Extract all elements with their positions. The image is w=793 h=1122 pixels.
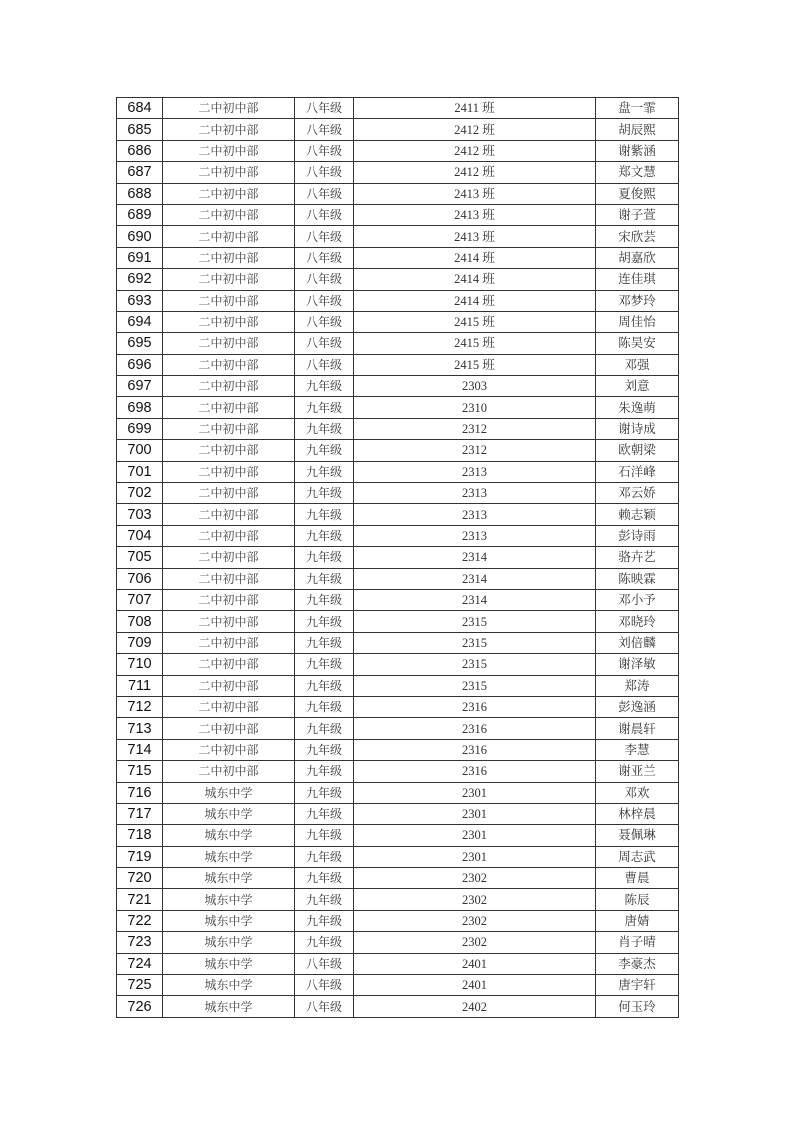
class-cell: 2402 [354,996,596,1017]
school-cell: 二中初中部 [163,183,295,204]
grade-cell: 九年级 [295,889,354,910]
student-name-cell: 连佳琪 [596,269,679,290]
grade-cell: 九年级 [295,868,354,889]
student-name-cell: 陈映霖 [596,568,679,589]
school-cell: 二中初中部 [163,247,295,268]
school-cell: 二中初中部 [163,140,295,161]
table-row [117,525,679,546]
school-cell: 二中初中部 [163,98,295,119]
student-name-cell: 陈辰 [596,889,679,910]
table-row [117,183,679,204]
class-cell: 2302 [354,910,596,931]
row-number-cell: 692 [117,269,163,290]
row-number-cell: 710 [117,654,163,675]
row-number-cell: 690 [117,226,163,247]
grade-cell: 八年级 [295,140,354,161]
class-cell: 2301 [354,803,596,824]
class-cell: 2412 班 [354,140,596,161]
grade-cell: 九年级 [295,718,354,739]
table-row [117,483,679,504]
school-cell: 城东中学 [163,975,295,996]
student-name-cell: 李慧 [596,739,679,760]
grade-cell: 九年级 [295,611,354,632]
student-name-cell: 李豪杰 [596,953,679,974]
student-name-cell: 朱逸萌 [596,397,679,418]
student-name-cell: 聂佩琳 [596,825,679,846]
row-number-cell: 714 [117,739,163,760]
table-row [117,461,679,482]
class-cell: 2401 [354,975,596,996]
class-cell: 2412 班 [354,119,596,140]
row-number-cell: 688 [117,183,163,204]
grade-cell: 九年级 [295,525,354,546]
grade-cell: 八年级 [295,226,354,247]
class-cell: 2313 [354,525,596,546]
class-cell: 2313 [354,461,596,482]
school-cell: 二中初中部 [163,504,295,525]
grade-cell: 九年级 [295,461,354,482]
class-cell: 2414 班 [354,247,596,268]
student-name-cell: 谢晨轩 [596,718,679,739]
class-cell: 2411 班 [354,98,596,119]
row-number-cell: 689 [117,204,163,225]
table-row [117,547,679,568]
student-name-cell: 谢子萱 [596,204,679,225]
class-cell: 2312 [354,418,596,439]
grade-cell: 九年级 [295,910,354,931]
grade-cell: 九年级 [295,376,354,397]
class-cell: 2412 班 [354,162,596,183]
table-row [117,119,679,140]
grade-cell: 八年级 [295,333,354,354]
school-cell: 二中初中部 [163,589,295,610]
student-name-cell: 周志武 [596,846,679,867]
school-cell: 二中初中部 [163,654,295,675]
grade-cell: 九年级 [295,782,354,803]
school-cell: 城东中学 [163,910,295,931]
table-row [117,269,679,290]
class-cell: 2401 [354,953,596,974]
school-cell: 城东中学 [163,868,295,889]
table-row [117,718,679,739]
class-cell: 2316 [354,761,596,782]
table-row [117,761,679,782]
school-cell: 二中初中部 [163,675,295,696]
student-name-cell: 邓云娇 [596,483,679,504]
row-number-cell: 701 [117,461,163,482]
student-name-cell: 骆卉艺 [596,547,679,568]
grade-cell: 九年级 [295,846,354,867]
class-cell: 2301 [354,782,596,803]
table-row [117,632,679,653]
row-number-cell: 684 [117,98,163,119]
grade-cell: 八年级 [295,996,354,1017]
school-cell: 二中初中部 [163,547,295,568]
class-cell: 2316 [354,696,596,717]
table-row [117,889,679,910]
class-cell: 2310 [354,397,596,418]
table-row [117,397,679,418]
grade-cell: 九年级 [295,803,354,824]
row-number-cell: 713 [117,718,163,739]
grade-cell: 九年级 [295,632,354,653]
table-row [117,932,679,953]
row-number-cell: 721 [117,889,163,910]
class-cell: 2316 [354,718,596,739]
school-cell: 二中初中部 [163,696,295,717]
row-number-cell: 695 [117,333,163,354]
school-cell: 二中初中部 [163,397,295,418]
row-number-cell: 720 [117,868,163,889]
student-name-cell: 唐宇轩 [596,975,679,996]
row-number-cell: 726 [117,996,163,1017]
class-cell: 2415 班 [354,354,596,375]
school-cell: 二中初中部 [163,119,295,140]
student-name-cell: 邓小予 [596,589,679,610]
student-name-cell: 周佳怡 [596,311,679,332]
row-number-cell: 694 [117,311,163,332]
grade-cell: 八年级 [295,119,354,140]
row-number-cell: 724 [117,953,163,974]
grade-cell: 八年级 [295,204,354,225]
row-number-cell: 722 [117,910,163,931]
row-number-cell: 699 [117,418,163,439]
class-cell: 2315 [354,654,596,675]
class-cell: 2313 [354,504,596,525]
school-cell: 二中初中部 [163,311,295,332]
student-name-cell: 陈昊安 [596,333,679,354]
row-number-cell: 685 [117,119,163,140]
student-name-cell: 盘一霏 [596,98,679,119]
table-row [117,568,679,589]
student-name-cell: 郑文慧 [596,162,679,183]
class-cell: 2315 [354,632,596,653]
row-number-cell: 717 [117,803,163,824]
school-cell: 二中初中部 [163,354,295,375]
class-cell: 2413 班 [354,226,596,247]
table-body [117,98,679,1018]
grade-cell: 九年级 [295,675,354,696]
row-number-cell: 716 [117,782,163,803]
class-cell: 2315 [354,675,596,696]
grade-cell: 八年级 [295,98,354,119]
school-cell: 二中初中部 [163,440,295,461]
class-cell: 2415 班 [354,333,596,354]
school-cell: 二中初中部 [163,290,295,311]
table-row [117,311,679,332]
grade-cell: 八年级 [295,311,354,332]
grade-cell: 九年级 [295,397,354,418]
table-row [117,333,679,354]
class-cell: 2314 [354,568,596,589]
table-row [117,675,679,696]
class-cell: 2414 班 [354,290,596,311]
school-cell: 二中初中部 [163,418,295,439]
row-number-cell: 697 [117,376,163,397]
grade-cell: 八年级 [295,183,354,204]
grade-cell: 八年级 [295,269,354,290]
class-cell: 2414 班 [354,269,596,290]
table-row [117,290,679,311]
table-row [117,696,679,717]
grade-cell: 九年级 [295,654,354,675]
school-cell: 二中初中部 [163,568,295,589]
class-cell: 2413 班 [354,204,596,225]
grade-cell: 九年级 [295,825,354,846]
student-name-cell: 赖志颖 [596,504,679,525]
row-number-cell: 706 [117,568,163,589]
table-row [117,226,679,247]
table-row [117,418,679,439]
table-row [117,376,679,397]
row-number-cell: 725 [117,975,163,996]
row-number-cell: 687 [117,162,163,183]
class-cell: 2303 [354,376,596,397]
class-cell: 2413 班 [354,183,596,204]
student-name-cell: 谢紫涵 [596,140,679,161]
school-cell: 二中初中部 [163,739,295,760]
student-name-cell: 胡嘉欣 [596,247,679,268]
school-cell: 二中初中部 [163,483,295,504]
table-row [117,803,679,824]
grade-cell: 九年级 [295,440,354,461]
grade-cell: 九年级 [295,932,354,953]
student-name-cell: 邓梦玲 [596,290,679,311]
table-row [117,140,679,161]
grade-cell: 九年级 [295,418,354,439]
grade-cell: 八年级 [295,975,354,996]
school-cell: 二中初中部 [163,611,295,632]
table-row [117,247,679,268]
row-number-cell: 715 [117,761,163,782]
grade-cell: 九年级 [295,696,354,717]
table-row [117,953,679,974]
school-cell: 二中初中部 [163,226,295,247]
school-cell: 二中初中部 [163,333,295,354]
row-number-cell: 696 [117,354,163,375]
table-row [117,504,679,525]
school-cell: 二中初中部 [163,204,295,225]
grade-cell: 九年级 [295,589,354,610]
student-list-table [116,97,679,1018]
table-row [117,868,679,889]
school-cell: 二中初中部 [163,718,295,739]
grade-cell: 九年级 [295,739,354,760]
table-row [117,204,679,225]
class-cell: 2312 [354,440,596,461]
student-name-cell: 石洋峰 [596,461,679,482]
grade-cell: 八年级 [295,354,354,375]
class-cell: 2314 [354,589,596,610]
grade-cell: 八年级 [295,162,354,183]
school-cell: 城东中学 [163,889,295,910]
table-row [117,996,679,1017]
student-name-cell: 谢亚兰 [596,761,679,782]
class-cell: 2316 [354,739,596,760]
class-cell: 2301 [354,846,596,867]
row-number-cell: 709 [117,632,163,653]
table-row [117,611,679,632]
student-name-cell: 曹晨 [596,868,679,889]
school-cell: 城东中学 [163,953,295,974]
student-name-cell: 刘倍麟 [596,632,679,653]
grade-cell: 九年级 [295,547,354,568]
student-name-cell: 彭逸涵 [596,696,679,717]
school-cell: 二中初中部 [163,376,295,397]
school-cell: 城东中学 [163,803,295,824]
row-number-cell: 686 [117,140,163,161]
grade-cell: 八年级 [295,247,354,268]
school-cell: 城东中学 [163,782,295,803]
row-number-cell: 703 [117,504,163,525]
school-cell: 二中初中部 [163,632,295,653]
table-row [117,846,679,867]
class-cell: 2315 [354,611,596,632]
student-name-cell: 谢诗成 [596,418,679,439]
class-cell: 2302 [354,889,596,910]
student-name-cell: 肖子晴 [596,932,679,953]
school-cell: 城东中学 [163,996,295,1017]
table-row [117,354,679,375]
row-number-cell: 708 [117,611,163,632]
row-number-cell: 712 [117,696,163,717]
table-row [117,440,679,461]
student-name-cell: 邓晓玲 [596,611,679,632]
student-name-cell: 彭诗雨 [596,525,679,546]
grade-cell: 九年级 [295,761,354,782]
grade-cell: 九年级 [295,504,354,525]
school-cell: 城东中学 [163,846,295,867]
row-number-cell: 691 [117,247,163,268]
grade-cell: 九年级 [295,568,354,589]
student-name-cell: 邓强 [596,354,679,375]
row-number-cell: 702 [117,483,163,504]
table-row [117,975,679,996]
row-number-cell: 705 [117,547,163,568]
row-number-cell: 718 [117,825,163,846]
table-row [117,589,679,610]
school-cell: 二中初中部 [163,162,295,183]
student-name-cell: 林梓晨 [596,803,679,824]
table-row [117,739,679,760]
grade-cell: 八年级 [295,953,354,974]
table-row [117,162,679,183]
school-cell: 二中初中部 [163,461,295,482]
student-name-cell: 唐婧 [596,910,679,931]
table-row [117,825,679,846]
student-name-cell: 谢泽敏 [596,654,679,675]
school-cell: 二中初中部 [163,761,295,782]
row-number-cell: 711 [117,675,163,696]
class-cell: 2314 [354,547,596,568]
grade-cell: 八年级 [295,290,354,311]
class-cell: 2415 班 [354,311,596,332]
student-name-cell: 胡辰熙 [596,119,679,140]
class-cell: 2302 [354,868,596,889]
student-name-cell: 邓欢 [596,782,679,803]
school-cell: 二中初中部 [163,269,295,290]
row-number-cell: 693 [117,290,163,311]
class-cell: 2313 [354,483,596,504]
student-name-cell: 欧朝梁 [596,440,679,461]
student-name-cell: 夏俊熙 [596,183,679,204]
row-number-cell: 698 [117,397,163,418]
row-number-cell: 707 [117,589,163,610]
student-name-cell: 何玉玲 [596,996,679,1017]
school-cell: 城东中学 [163,932,295,953]
grade-cell: 九年级 [295,483,354,504]
row-number-cell: 700 [117,440,163,461]
row-number-cell: 723 [117,932,163,953]
table-row [117,910,679,931]
student-name-cell: 刘意 [596,376,679,397]
school-cell: 二中初中部 [163,525,295,546]
table-row [117,98,679,119]
student-name-cell: 宋欣芸 [596,226,679,247]
row-number-cell: 704 [117,525,163,546]
table-row [117,654,679,675]
school-cell: 城东中学 [163,825,295,846]
table-row [117,782,679,803]
student-name-cell: 郑涛 [596,675,679,696]
class-cell: 2301 [354,825,596,846]
class-cell: 2302 [354,932,596,953]
row-number-cell: 719 [117,846,163,867]
